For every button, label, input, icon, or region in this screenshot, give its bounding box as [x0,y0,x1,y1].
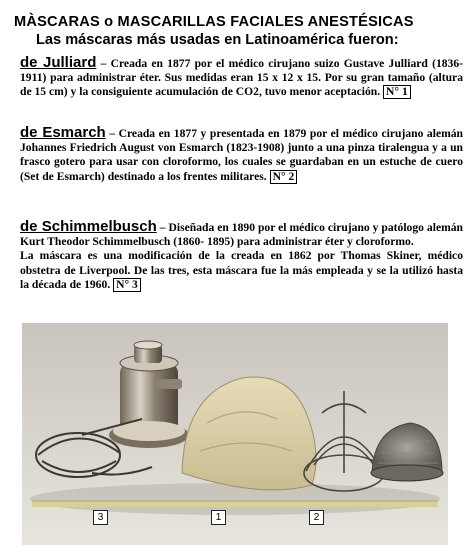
document-title: MÀSCARAS o MASCARILLAS FACIALES ANESTÉSICAS [14,14,414,30]
masks-illustration [22,323,448,545]
photo-label-2: 2 [309,510,324,525]
mesh-mask [371,423,443,481]
badge-number-3: N° 3 [113,278,141,292]
masks-photo [22,323,448,545]
section-esmarch [20,126,463,184]
section-text-esmarch: – Creada en 1877 y presentada en 1879 por el médico cirujano alemán Johannes Friedrich August von Esmarch (1823-1908) junto a una pinza tiralengua y a un frasco gotero para usar con cloroformo, los cuales se guardaban en un estuche de cuero (Set de Esmarch) destinado a los frentes militares. [20,127,463,183]
badge-number-1: N° 1 [383,85,411,99]
section-text-schimmelbusch: – Diseñada en 1890 por el médico cirujano y patólogo alemán Kurt Theodor Schimmelbusch (1860- 1895) para administrar éter y cloroformo. [20,221,463,249]
section-heading-esmarch: de Esmarch [20,124,106,141]
section-text-schimmelbusch-2: La máscara es una modificación de la creada en 1862 por Thomas Skiner, médico obstetra de Liverpool. De las tres, esta máscara fue la más empleada y se la utilizó hasta la década de 1960. [20,249,463,291]
section-text-julliard: – Creada en 1877 por el médico cirujano suizo Gustave Julliard (1836-1911) para administrar éter. Sus medidas eran 15 x 12 x 15. Por su gran tamaño (altura de 15 cm) y la consiguiente acumulación de CO2, tuvo menor aceptación. [20,57,463,99]
ruler [32,501,438,507]
photo-label-1: 1 [211,510,226,525]
cloth-cover-mask [182,377,316,490]
julliard-mask [109,341,189,448]
badge-number-2: N° 2 [270,170,298,184]
schimmelbusch-frame [304,391,384,491]
section-schimmelbusch [20,220,463,292]
section-heading-julliard: de Julliard [20,54,97,71]
section-heading-schimmelbusch: de Schimmelbusch [20,218,157,235]
document-subtitle: Las máscaras más usadas en Latinoamérica fueron: [36,32,399,48]
photo-label-3: 3 [93,510,108,525]
section-julliard [20,56,463,100]
